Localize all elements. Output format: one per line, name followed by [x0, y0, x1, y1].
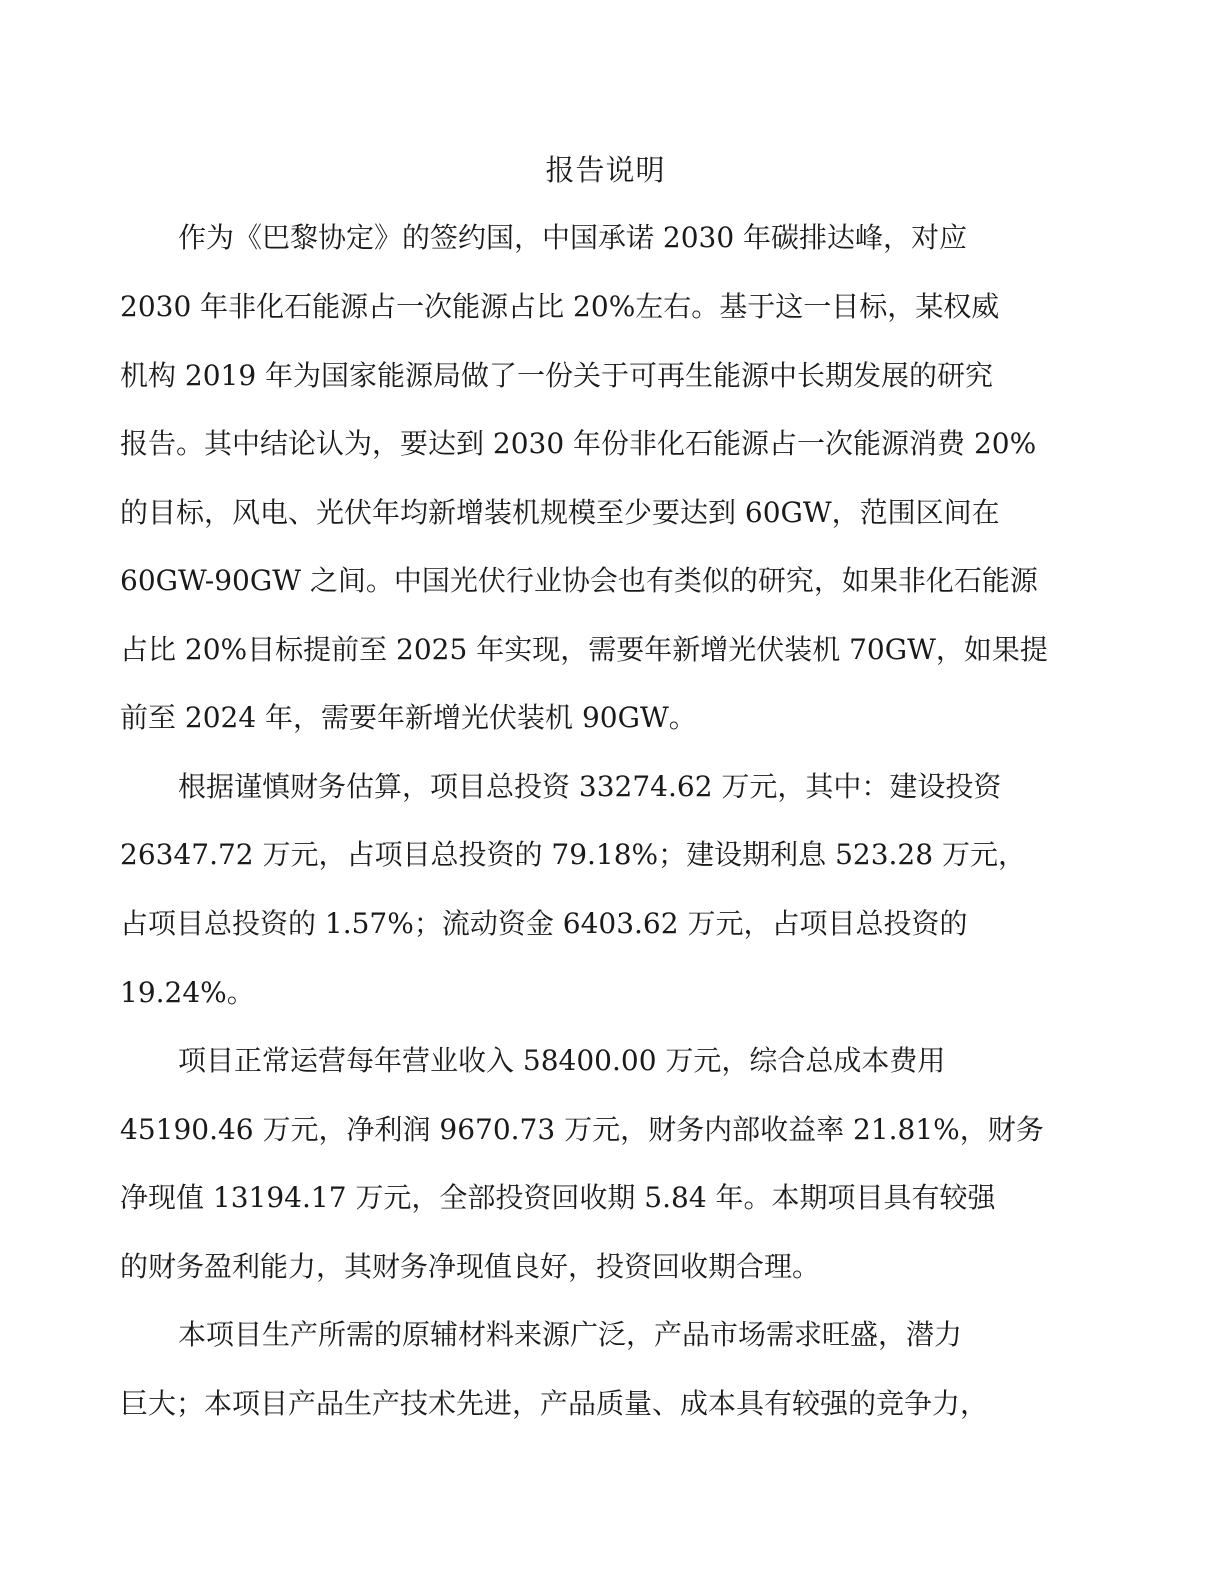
paragraph-line: 19.24%。 — [120, 976, 255, 1009]
paragraph-line: 本项目生产所需的原辅材料来源广泛，产品市场需求旺盛，潜力 — [178, 1318, 963, 1351]
paragraph-line: 45190.46 万元，净利润 9670.73 万元，财务内部收益率 21.81%，财务 — [120, 1113, 1044, 1146]
paragraph-line: 机构 2019 年为国家能源局做了一份关于可再生能源中长期发展的研究 — [120, 359, 994, 392]
paragraph-line: 的目标，风电、光伏年均新增装机规模至少要达到 60GW，范围区间在 — [120, 496, 1000, 529]
paragraph-line: 报告。其中结论认为，要达到 2030 年份非化石能源占一次能源消费 20% — [120, 427, 1037, 460]
paragraph-line: 占比 20%目标提前至 2025 年实现，需要年新增光伏装机 70GW，如果提 — [120, 633, 1048, 666]
paragraph-line: 前至 2024 年，需要年新增光伏装机 90GW。 — [120, 701, 697, 734]
paragraph-line: 巨大；本项目产品生产技术先进，产品质量、成本具有较强的竞争力， — [120, 1387, 989, 1420]
paragraph-line: 26347.72 万元，占项目总投资的 79.18%；建设期利息 523.28 万元， — [120, 838, 1026, 871]
paragraph-line: 60GW-90GW 之间。中国光伏行业协会也有类似的研究，如果非化石能源 — [120, 564, 1038, 597]
document-title: 报告说明 — [545, 153, 666, 187]
paragraph-line: 根据谨慎财务估算，项目总投资 33274.62 万元，其中：建设投资 — [178, 770, 1002, 803]
paragraph-line: 作为《巴黎协定》的签约国，中国承诺 2030 年碳排达峰，对应 — [178, 221, 968, 254]
paragraph-line: 项目正常运营每年营业收入 58400.00 万元，综合总成本费用 — [178, 1044, 946, 1077]
paragraph-line: 占项目总投资的 1.57%；流动资金 6403.62 万元，占项目总投资的 — [120, 907, 968, 940]
paragraph-line: 净现值 13194.17 万元，全部投资回收期 5.84 年。本期项目具有较强 — [120, 1181, 996, 1214]
paragraph-line: 2030 年非化石能源占一次能源占比 20%左右。基于这一目标，某权威 — [120, 290, 1000, 323]
paragraph-line: 的财务盈利能力，其财务净现值良好，投资回收期合理。 — [120, 1250, 821, 1283]
